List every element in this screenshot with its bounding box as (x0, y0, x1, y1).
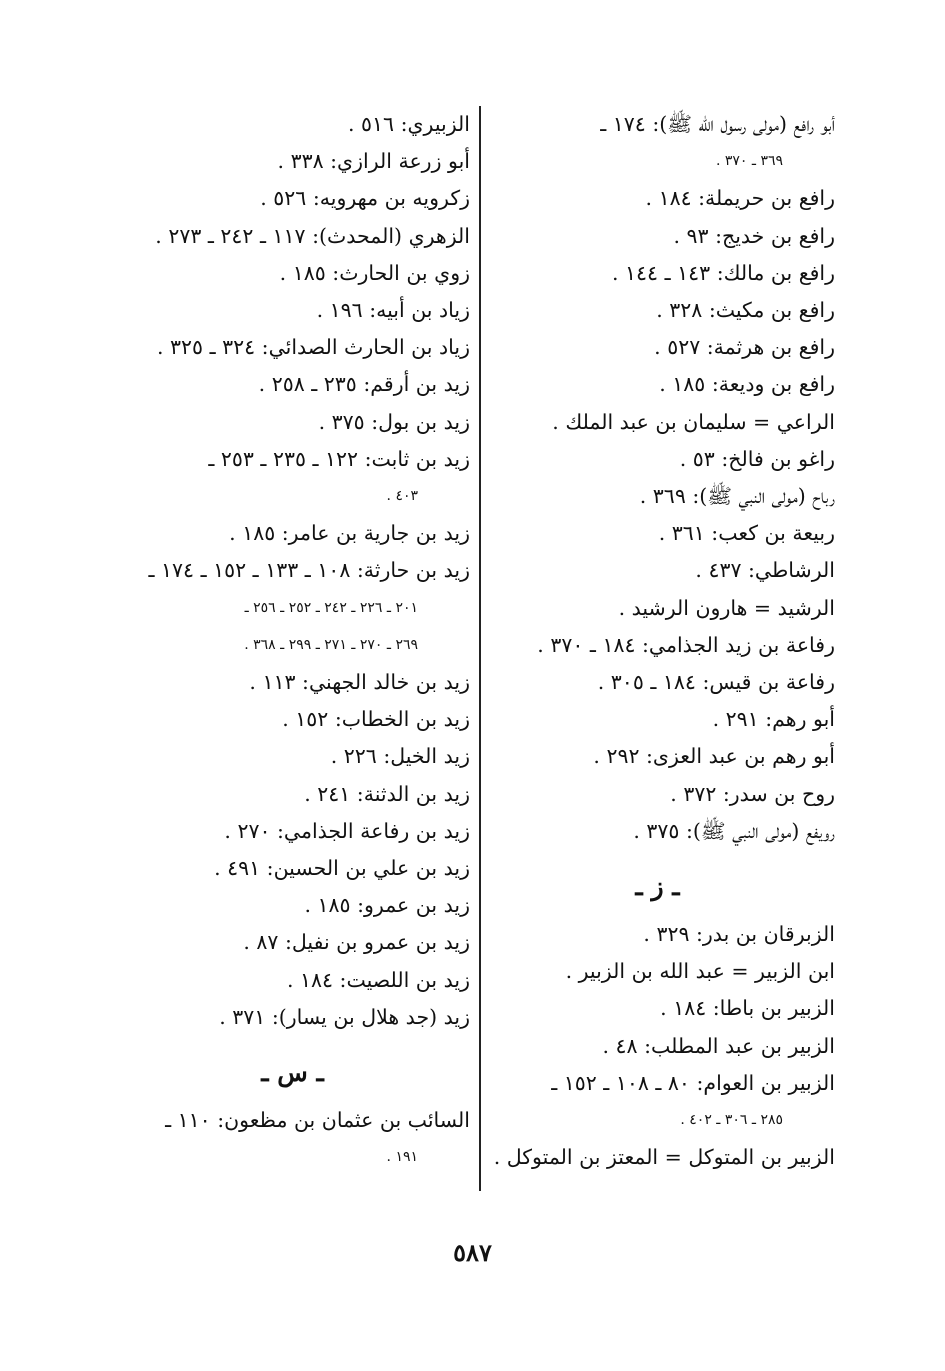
index-entry: زيد بن الدثنة: ٢٤١ . (304, 781, 470, 806)
right-entries-after (480, 916, 835, 1176)
index-entry: رافع بن هرثمة: ٥٢٧ . (654, 335, 835, 360)
index-entry: أبو رافع (مولى رسول الله ﷺ): ١٧٤ ـ (600, 112, 835, 136)
index-entry: رافع بن مالك: ١٤٣ ـ ١٤٤ . (611, 260, 835, 285)
index-entry: رافع بن حريملة: ١٨٤ . (645, 186, 835, 211)
left-entries-before (115, 106, 470, 1036)
right-column (480, 106, 835, 1176)
index-entry: الزبير بن باطا: ١٨٤ . (660, 996, 835, 1021)
index-entry: الزبرقان بن بدر: ٣٢٩ . (643, 922, 835, 947)
index-entry: الرشيد = هارون الرشيد . (618, 595, 835, 620)
index-entry: رفاعة بن قيس: ١٨٤ ـ ٣٠٥ . (597, 670, 835, 695)
index-entry: زيد بن حارثة: ١٠٨ ـ ١٣٣ ـ ١٥٢ ـ ١٧٤ ـ (148, 558, 470, 583)
index-entry: رافع بن مكيث: ٣٢٨ . (656, 298, 835, 323)
index-entry: الزبير بن المتوكل = المعتز بن المتوكل . (493, 1145, 835, 1170)
index-entry: ربيعة بن كعب: ٣٦١ . (658, 521, 835, 546)
right-entries-before (480, 106, 835, 850)
index-entry-continuation: ٢٨٥ ـ ٣٠٦ ـ ٤٠٢ . (680, 1112, 783, 1129)
index-entry: روح بن سدر: ٣٧٢ . (670, 781, 835, 806)
index-entry: زياد بن أبيه: ١٩٦ . (316, 298, 470, 323)
index-entry: أبو زرعة الرازي: ٣٣٨ . (277, 149, 470, 174)
index-entry: زيد بن جارية بن عامر: ١٨٥ . (229, 521, 470, 546)
index-entry: أبو رهم: ٢٩١ . (712, 707, 835, 732)
index-entry: زيد بن خالد الجهني: ١١٣ . (249, 670, 470, 695)
left-column (115, 106, 470, 1176)
index-entry: زياد بن الحارث الصدائي: ٣٢٤ ـ ٣٢٥ . (156, 335, 470, 360)
left-entries-after (115, 1102, 470, 1176)
index-entry: زيد الخيل: ٢٢٦ . (330, 744, 470, 769)
index-entry: زيد بن ثابت: ١٢٢ ـ ٢٣٥ ـ ٢٥٣ ـ (208, 446, 470, 471)
index-entry-continuation: ٣٦٩ ـ ٣٧٠ . (715, 153, 783, 170)
index-entry: الزبيري: ٥١٦ . (347, 112, 470, 136)
index-entry: راغو بن فالخ: ٥٣ . (679, 446, 835, 471)
letter-heading-zay: ـ ز ـ (635, 872, 680, 902)
index-entry: السائب بن عثمان بن مظعون: ١١٠ ـ (165, 1108, 470, 1133)
index-entry: الرشاطي: ٤٣٧ . (695, 558, 835, 583)
index-entry: زيد (جد هلال بن يسار): ٣٧١ . (219, 1004, 470, 1029)
index-entry: أبو رهم بن عبد العزى: ٢٩٢ . (593, 744, 835, 769)
index-entry: زوي بن الحارث: ١٨٥ . (279, 260, 470, 285)
index-entry: الزهري (المحدث): ١١٧ ـ ٢٤٢ ـ ٢٧٣ . (155, 223, 470, 248)
index-entry: زيد بن اللصيت: ١٨٤ . (286, 967, 470, 992)
index-entry: رفاعة بن زيد الجذامي: ١٨٤ ـ ٣٧٠ . (537, 632, 835, 657)
index-entry: الزبير بن العوام: ٨٠ ـ ١٠٨ ـ ١٥٢ ـ (551, 1070, 835, 1095)
index-entry: زيد بن عمرو بن نفيل: ٨٧ . (243, 930, 470, 955)
index-entry: الراعي = سليمان بن عبد الملك . (552, 409, 835, 434)
index-entry: زيد بن أرقم: ٢٣٥ ـ ٢٥٨ . (258, 372, 470, 397)
index-entry: رباح (مولى النبي ﷺ): ٣٦٩ . (639, 484, 835, 509)
column-divider (479, 106, 481, 1191)
page-number: ٥٨٧ (453, 1238, 492, 1267)
index-entry: زيد بن بول: ٣٧٥ . (318, 409, 470, 434)
index-entry: زيد بن عمرو: ١٨٥ . (304, 893, 470, 918)
index-entry: ابن الزبير = عبد الله بن الزبير . (565, 959, 835, 984)
index-entry: رافع بن خديج: ٩٣ . (673, 223, 835, 248)
index-entry: رويفع (مولى النبي ﷺ): ٣٧٥ . (633, 818, 835, 843)
index-entry: زيد بن علي بن الحسين: ٤٩١ . (214, 856, 470, 881)
index-entry-continuation: ٢٠١ ـ ٢٢٦ ـ ٢٤٢ ـ ٢٥٢ ـ ٢٥٦ ـ (244, 599, 418, 616)
index-entry: رافع بن وديعة: ١٨٥ . (659, 372, 835, 397)
index-entry-continuation: ١٩١ . (386, 1149, 418, 1166)
index-entry: زكرويه بن مهرويه: ٥٢٦ . (260, 186, 470, 211)
index-entry: الزبير بن عبد المطلب: ٤٨ . (602, 1033, 835, 1058)
index-entry-continuation: ٤٠٣ . (386, 488, 418, 505)
index-entry-continuation: ٢٦٩ ـ ٢٧٠ ـ ٢٧١ ـ ٢٩٩ ـ ٣٦٨ . (244, 636, 418, 653)
index-entry: زيد بن رفاعة الجذامي: ٢٧٠ . (224, 818, 470, 843)
letter-heading-seen: ـ س ـ (261, 1058, 324, 1088)
index-entry: زيد بن الخطاب: ١٥٢ . (282, 707, 470, 732)
